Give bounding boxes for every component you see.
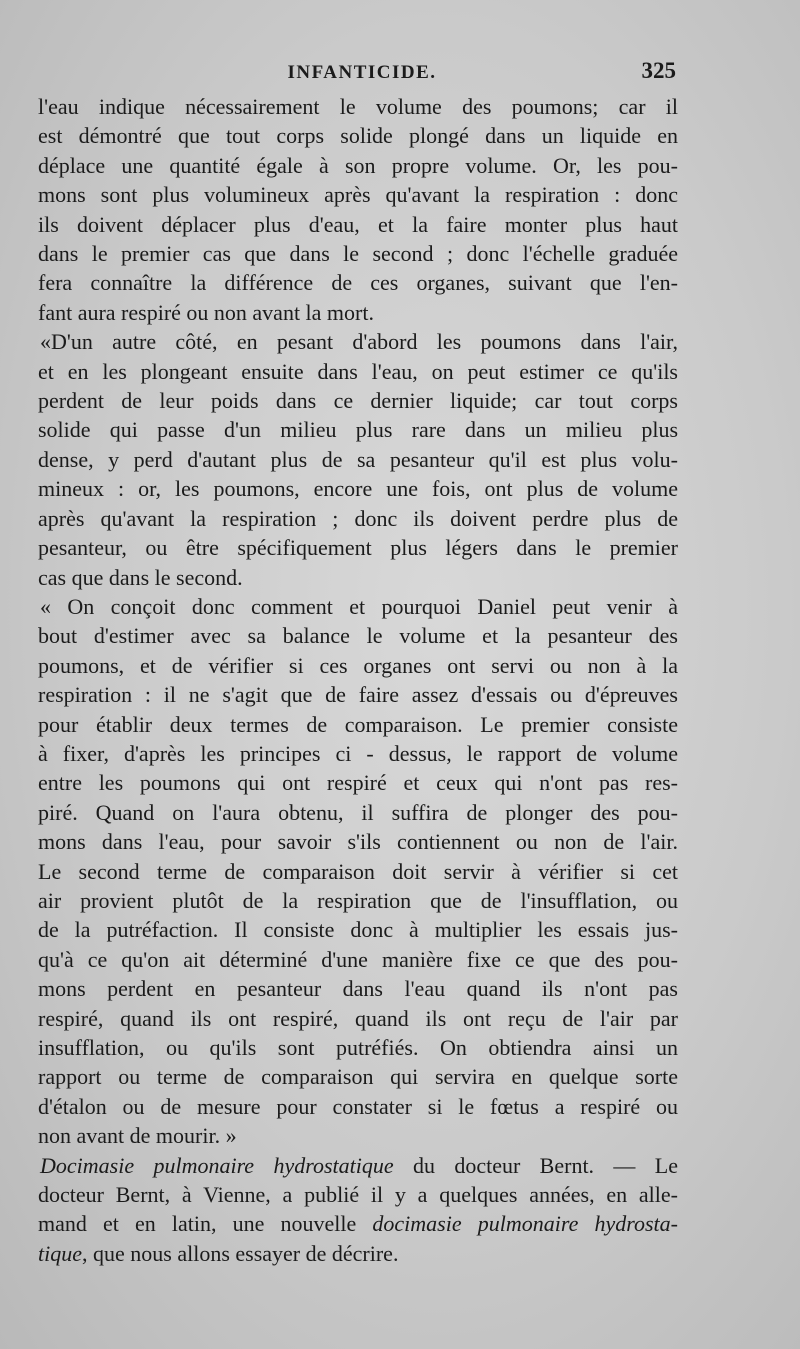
text-line: dans le premier cas que dans le second ; donc l'échelle graduée (38, 241, 678, 267)
text-line: mons sont plus volumineux après qu'avant la respiration : donc (38, 182, 678, 208)
text-line (38, 1209, 678, 1238)
italic-term: tique (38, 1240, 82, 1266)
body-text (38, 92, 678, 1268)
text-line: après qu'avant la respiration ; donc ils doivent perdre plus de (38, 505, 678, 531)
paragraph (38, 1151, 678, 1269)
text-line: bout d'estimer avec sa balance le volume et la pesanteur des (38, 623, 678, 649)
text-line: non avant de mourir. » (38, 1123, 237, 1149)
book-page (38, 56, 678, 1268)
text-line: docteur Bernt, à Vienne, a publié il y a quelques années, en alle- (38, 1182, 678, 1208)
text-line: mons perdent en pesanteur dans l'eau quand ils n'ont pas (38, 976, 678, 1002)
text-line: rapport ou terme de comparaison qui servira en quelque sorte (38, 1064, 678, 1090)
text-run: mand et en latin, une nouvelle (38, 1211, 373, 1237)
text-line: dense, y perd d'autant plus de sa pesanteur qu'il est plus volu- (38, 446, 678, 472)
text-line: pesanteur, ou être spécifiquement plus légers dans le premier (38, 535, 678, 561)
paragraph (38, 592, 678, 1151)
text-line: qu'à ce qu'on ait déterminé d'une manière fixe ce que des pou- (38, 946, 678, 972)
text-line: poumons, et de vérifier si ces organes ont servi ou non à la (38, 652, 678, 678)
text-line: d'étalon ou de mesure pour constater si le fœtus a respiré ou (38, 1093, 678, 1119)
text-line: et en les plongeant ensuite dans l'eau, on peut estimer ce qu'ils (38, 358, 678, 384)
text-line: solide qui passe d'un milieu plus rare dans un milieu plus (38, 417, 678, 443)
text-line: à fixer, d'après les principes ci - dessus, le rapport de volume (38, 740, 678, 766)
text-line: Le second terme de comparaison doit servir à vérifier si cet (38, 858, 678, 884)
text-line: «D'un autre côté, en pesant d'abord les poumons dans l'air, (40, 329, 678, 355)
running-head (38, 56, 678, 92)
text-line: est démontré que tout corps solide plongé dans un liquide en (38, 123, 678, 149)
paragraph (38, 327, 678, 592)
running-title: INFANTICIDE. (287, 62, 437, 83)
text-line: fera connaître la différence de ces organes, suivant que l'en- (38, 270, 678, 296)
italic-term: Docimasie pulmonaire hydrostatique (40, 1152, 394, 1178)
text-line: cas que dans le second. (38, 564, 243, 590)
text-run: du docteur Bernt. — Le (393, 1152, 678, 1178)
text-line: de la putréfaction. Il consiste donc à multiplier les essais jus- (38, 917, 678, 943)
text-line: l'eau indique nécessairement le volume des poumons; car il (38, 94, 678, 119)
italic-term: docimasie pulmonaire hydrosta- (372, 1211, 678, 1237)
page-number: 325 (641, 58, 676, 83)
text-line: perdent de leur poids dans ce dernier liquide; car tout corps (38, 388, 678, 414)
text-line (38, 1239, 678, 1268)
text-line (38, 1151, 678, 1180)
text-line: insufflation, ou qu'ils sont putréfiés. On obtiendra ainsi un (38, 1035, 678, 1060)
text-line: entre les poumons qui ont respiré et ceux qui n'ont pas res- (38, 770, 678, 796)
text-line: mons dans l'eau, pour savoir s'ils contiennent ou non de l'air. (38, 829, 678, 855)
text-line: respiré, quand ils ont respiré, quand ils ont reçu de l'air par (38, 1005, 678, 1031)
text-line: air provient plutôt de la respiration que de l'insufflation, ou (38, 887, 678, 913)
text-line: pour établir deux termes de comparaison. Le premier consiste (38, 711, 678, 737)
text-line: fant aura respiré ou non avant la mort. (38, 299, 374, 325)
text-line: « On conçoit donc comment et pourquoi Daniel peut venir à (40, 593, 678, 619)
paragraph (38, 92, 678, 327)
text-line: déplace une quantité égale à son propre volume. Or, les pou- (38, 152, 678, 178)
text-run: , que nous allons essayer de décrire. (82, 1240, 399, 1266)
text-line: mineux : or, les poumons, encore une fois, ont plus de volume (38, 476, 678, 502)
text-line: respiration : il ne s'agit que de faire assez d'essais ou d'épreuves (38, 682, 678, 708)
text-line: piré. Quand on l'aura obtenu, il suffira de plonger des pou- (38, 799, 678, 825)
text-line: ils doivent déplacer plus d'eau, et la faire monter plus haut (38, 211, 678, 237)
